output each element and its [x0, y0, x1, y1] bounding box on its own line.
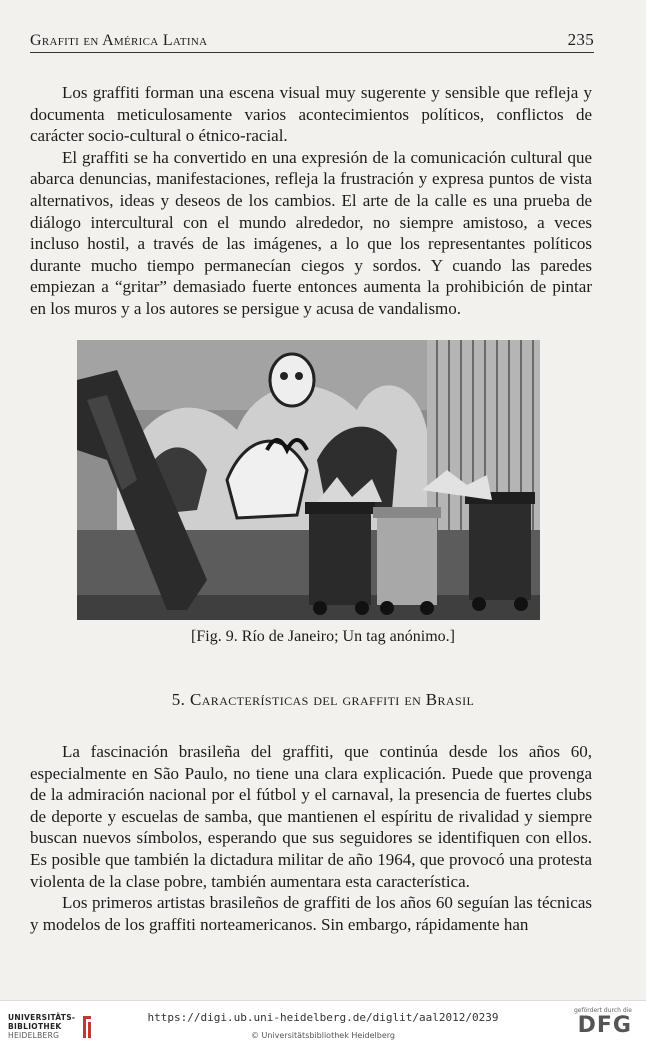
dfg-logo[interactable]: [574, 1007, 632, 1038]
body-text-top: [30, 82, 592, 320]
running-head-title: Grafiti en América Latina: [30, 32, 208, 49]
figure-caption: [Fig. 9. Río de Janeiro; Un tag anónimo.]: [191, 628, 455, 645]
body-text-bottom: [30, 741, 592, 935]
dfg-funded-by: gefördert durch die: [574, 1007, 632, 1014]
document-url-link[interactable]: https://digi.ub.uni-heidelberg.de/diglit/aal2012/0239: [147, 1011, 499, 1024]
viewer-footer: [0, 1000, 646, 1049]
copyright-notice: © Universitätsbibliothek Heidelberg: [250, 1031, 395, 1040]
graffiti-photo-illustration: [77, 340, 540, 620]
library-name-line: BIBLIOTHEK: [8, 1022, 62, 1031]
paragraph: La fascinación brasileña del graffiti, que continúa desde los años 60, especialmente en São Paulo, no tiene una clara explicación. Puede que provenga de la admiración nacional por el fútbol y el carnaval, la presencia de fuertes clubs de deporte y escuelas de samba, que mantienen el espíritu de rivalidad y siempre buscan nuevos símbolos, esperando que sus seguidores se identifiquen con ellos. Es posible que también la dictadura militar de año 1964, que provocó una protesta violenta de la clase pobre, también aumentara esta característica.: [30, 742, 592, 891]
library-name-line: UNIVERSITÄTS-: [8, 1013, 76, 1022]
figure-photo-graffiti: [77, 340, 540, 620]
section-heading: 5. Características del graffiti en Brasil: [171, 690, 475, 709]
library-name-line: HEIDELBERG: [8, 1031, 60, 1040]
running-head: [30, 30, 594, 53]
paragraph: Los graffiti forman una escena visual muy sugerente y sensible que refleja y documenta meticulosamente varios acontecimientos políticos, conflictos de carácter socio-cultural o étnico-racial.: [30, 83, 592, 146]
paragraph: El graffiti se ha convertido en una expresión de la comunicación cultural que abarca denuncias, manifestaciones, refleja la frustración y expresa puntos de vista alternativos, ideas y deseos de los cambios. El arte de la calle es una prueba de diálogo intercultural con el mundo alrededor, no siempre amistoso, a veces incluso hostil, a través de las imágenes, a lo que los representantes políticos durante mucho tiempo permanecían ciegos y sordos. Y cuando las paredes empiezan a “gritar” demasiado fuerte entonces aumenta la prohibición de pintar en los muros y a los autores se persigue y acusa de vandalismo.: [30, 147, 592, 318]
dfg-logo-text: DFG: [577, 1013, 632, 1038]
paragraph: Los primeros artistas brasileños de graffiti de los años 60 seguían las técnicas y modelos de los graffiti norteamericanos. Sin embargo, rápidamente han: [30, 893, 592, 934]
page-number: 235: [567, 30, 594, 49]
